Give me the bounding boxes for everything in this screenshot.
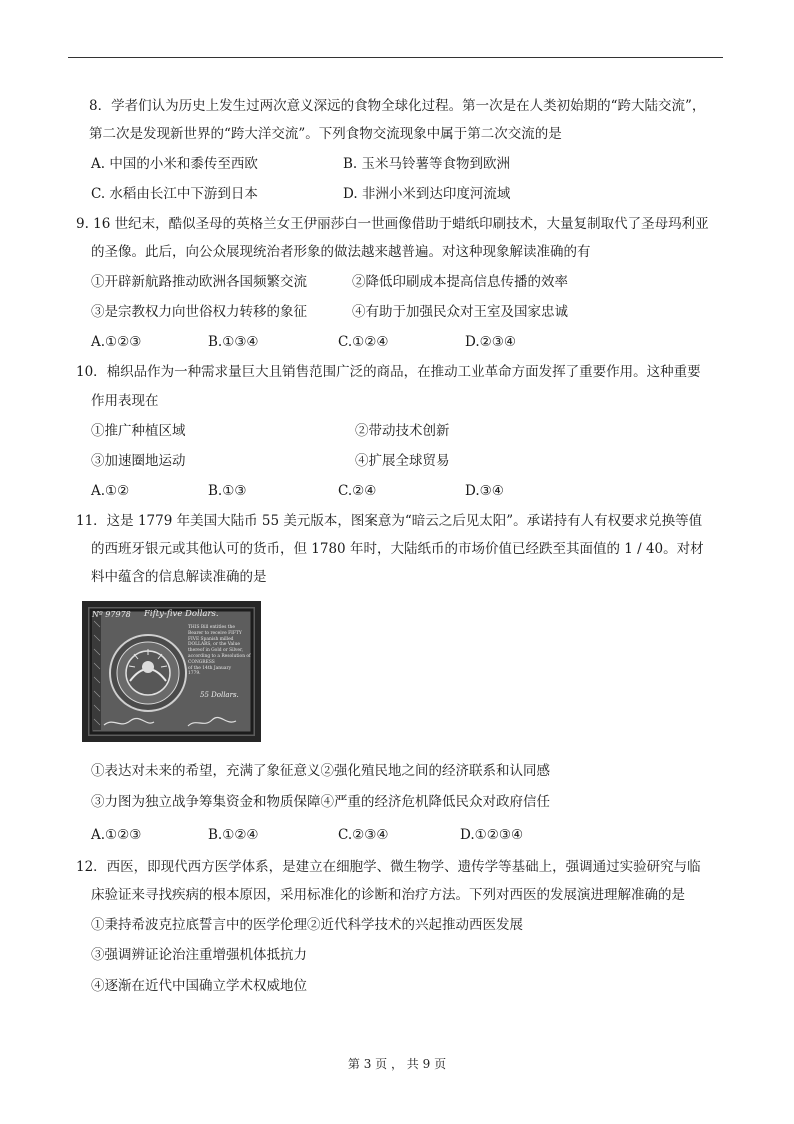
note-text-line: Bearer to receive FIFTY — [188, 630, 242, 636]
q11-items-line1: ①表达对未来的希望，充满了象征意义②强化殖民地之间的经济联系和认同感 — [91, 763, 550, 779]
q8-option-b: B. 玉米马铃薯等食物到欧洲 — [343, 156, 511, 172]
note-text-line: CONGRESS — [188, 659, 215, 665]
q9-option-b: B.①③④ — [208, 334, 259, 350]
q10-option-b: B.①③ — [208, 483, 247, 499]
q8-option-c: C. 水稻由长江中下游到日本 — [91, 186, 258, 202]
q12-item-line1: ①秉持希波克拉底誓言中的医学伦理②近代科学技术的兴起推动西医发展 — [91, 917, 523, 933]
q12-stem-line1: 12．西医，即现代西方医学体系，是建立在细胞学、微生物学、遗传学等基础上，强调通过实验研究与临 — [76, 859, 701, 875]
q10-item-3: ③加速圈地运动 — [91, 453, 186, 469]
note-text-line: of the 14th January — [188, 665, 232, 671]
q8-stem-line1: 8．学者们认为历史上发生过两次意义深远的食物全球化过程。第一次是在人类初始期的“跨大陆交流”， — [89, 98, 706, 114]
note-text-line: 1779. — [188, 671, 201, 677]
q11-stem-line2: 的西班牙银元或其他认可的货币，但 1780 年时，大陆纸币的市场价值已经跌至其面值的 1 / 40。对材 — [91, 541, 704, 557]
q8-option-d: D. 非洲小米到达印度河流域 — [343, 186, 511, 202]
q9-item-2: ②降低印刷成本提高信息传播的效率 — [352, 274, 568, 290]
note-signatures — [96, 713, 246, 733]
q12-stem-line2: 床验证来寻找疾病的根本原因，采用标准化的诊断和治疗方法。下列对西医的发展演进理解准确的是 — [91, 887, 685, 903]
note-text-line: thereof in Gold or Silver, — [188, 648, 243, 654]
note-text-line: DOLLARS, or the Value — [188, 642, 241, 648]
header-rule — [68, 57, 723, 58]
q10-option-c: C.②④ — [338, 483, 377, 499]
q9-option-a: A.①②③ — [91, 334, 142, 350]
note-text-line: FIVE Spanish milled — [188, 636, 234, 642]
q8-stem-line2: 第二次是发现新世界的“跨大洋交流”。下列食物交流现象中属于第二次交流的是 — [89, 126, 562, 142]
note-text-line: according to a Resolution of — [188, 653, 251, 659]
q9-stem-line1: 9. 16 世纪末，酷似圣母的英格兰女王伊丽莎白一世画像借助于蜡纸印刷技术，大量复制取代了圣母玛利亚 — [76, 216, 709, 232]
q10-option-d: D.③④ — [465, 483, 504, 499]
q9-option-c: C.①②④ — [338, 334, 389, 350]
q11-stem-line3: 料中蕴含的信息解读准确的是 — [91, 569, 267, 585]
q11-option-d: D.①②③④ — [460, 827, 524, 843]
q10-item-2: ②带动技术创新 — [355, 423, 450, 439]
q10-option-a: A.①② — [91, 483, 130, 499]
note-denomination-title: Fifty-five Dollars. — [144, 609, 219, 619]
note-serial: Nº 97978 — [92, 610, 131, 619]
q12-item-line2: ③强调辨证论治注重增强机体抵抗力 — [91, 947, 307, 963]
continental-currency-image — [82, 601, 261, 742]
q11-option-a: A.①②③ — [91, 827, 142, 843]
page-footer: 第 3 页 ， 共 9 页 — [347, 1057, 447, 1071]
q11-option-c: C.②③④ — [338, 827, 389, 843]
q9-option-d: D.②③④ — [465, 334, 516, 350]
q9-item-3: ③是宗教权力向世俗权力转移的象征 — [91, 304, 307, 320]
q8-option-a: A. 中国的小米和黍传至西欧 — [91, 156, 258, 172]
q9-item-1: ①开辟新航路推动欧洲各国频繁交流 — [91, 274, 307, 290]
q11-items-line2: ③力图为独立战争筹集资金和物质保障④严重的经济危机降低民众对政府信任 — [91, 794, 550, 810]
q11-stem-line1: 11．这是 1779 年美国大陆币 55 美元版本，图案意为“暗云之后见太阳”。承诺持有人有权要求兑换等值 — [76, 513, 703, 529]
q9-stem-line2: 的圣像。此后，向公众展现统治者形象的做法越来越普遍。对这种现象解读准确的有 — [91, 244, 591, 260]
q10-item-1: ①推广种植区域 — [91, 423, 186, 439]
note-text-line: THIS Bill entitles the — [188, 625, 235, 630]
q10-stem-line2: 作用表现在 — [91, 393, 159, 409]
q12-item-line3: ④逐渐在近代中国确立学术权威地位 — [91, 978, 307, 994]
note-value-label: 55 Dollars. — [200, 691, 239, 699]
q10-stem-line1: 10．棉织品作为一种需求量巨大且销售范围广泛的商品，在推动工业革命方面发挥了重要作用。这种重要 — [76, 364, 701, 380]
q11-option-b: B.①②④ — [208, 827, 259, 843]
q10-item-4: ④扩展全球贸易 — [355, 453, 450, 469]
q9-item-4: ④有助于加强民众对王室及国家忠诚 — [352, 304, 568, 320]
